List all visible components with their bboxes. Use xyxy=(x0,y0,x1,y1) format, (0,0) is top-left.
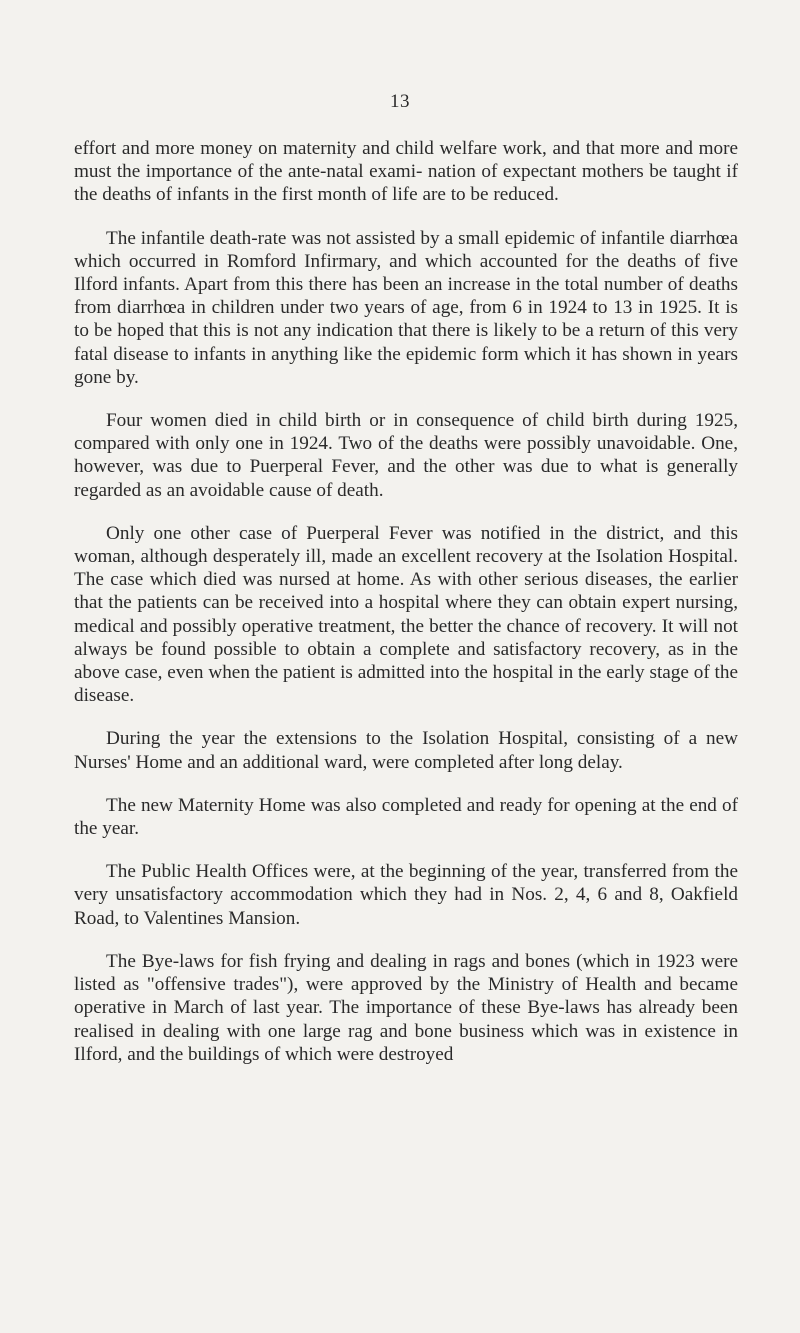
paragraph-3: Four women died in child birth or in consequence of child birth during 1925, compared with only one in 1924. Two of the deaths were possibly unavoidable. One, however, was due to Puerperal Fever, and the other was due to what is generally regarded as an avoidable cause of death. xyxy=(74,410,738,501)
paragraph-4: Only one other case of Puerperal Fever was notified in the district, and this woman, although desperately ill, made an excellent recovery at the Isolation Hospital. The case which died was nursed at home. As with other serious diseases, the earlier that the patients can be received into a hospital where they can obtain expert nursing, medical and possibly operative treatment, the better the chance of recovery. It will not always be found possible to obtain a complete and satisfactory recovery, as in the above case, even when the patient is admitted into the hospital in the early stage of the disease. xyxy=(74,522,738,707)
paragraph-5: During the year the extensions to the Isolation Hospital, consisting of a new Nurses' Home and an additional ward, were completed after long delay. xyxy=(74,728,738,773)
paragraph-1: effort and more money on maternity and child welfare work, and that more and more must the importance of the ante-natal exami- nation of expectant mothers be taught if the deaths of infants in the first month of life are to be reduced. xyxy=(74,138,738,206)
paragraph-7: The Public Health Offices were, at the beginning of the year, transferred from the very unsatisfactory accommodation which they had in Nos. 2, 4, 6 and 8, Oakfield Road, to Valentines Mansion. xyxy=(74,861,738,929)
document-body xyxy=(74,137,738,1086)
paragraph-6: The new Maternity Home was also completed and ready for opening at the end of the year. xyxy=(74,794,738,840)
paragraph-8: The Bye-laws for fish frying and dealing in rags and bones (which in 1923 were listed as "offensive trades"), were approved by the Ministry of Health and became operative in March of last year. The importance of these Bye-laws has already been realised in dealing with one large rag and bone business which was in existence in Ilford, and the buildings of which were destroyed xyxy=(74,950,738,1065)
paragraph-2: The infantile death-rate was not assisted by a small epidemic of infantile diarrhœa which occurred in Romford Infirmary, and which accounted for the deaths of five Ilford infants. Apart from this there has been an increase in the total number of deaths from diarrhœa in children under two years of age, from 6 in 1924 to 13 in 1925. It is to be hoped that this is not any indication that there is likely to be a return of this very fatal disease to infants in anything like the epidemic form which it has shown in years gone by. xyxy=(74,227,738,388)
page-number: 13 xyxy=(390,91,410,112)
